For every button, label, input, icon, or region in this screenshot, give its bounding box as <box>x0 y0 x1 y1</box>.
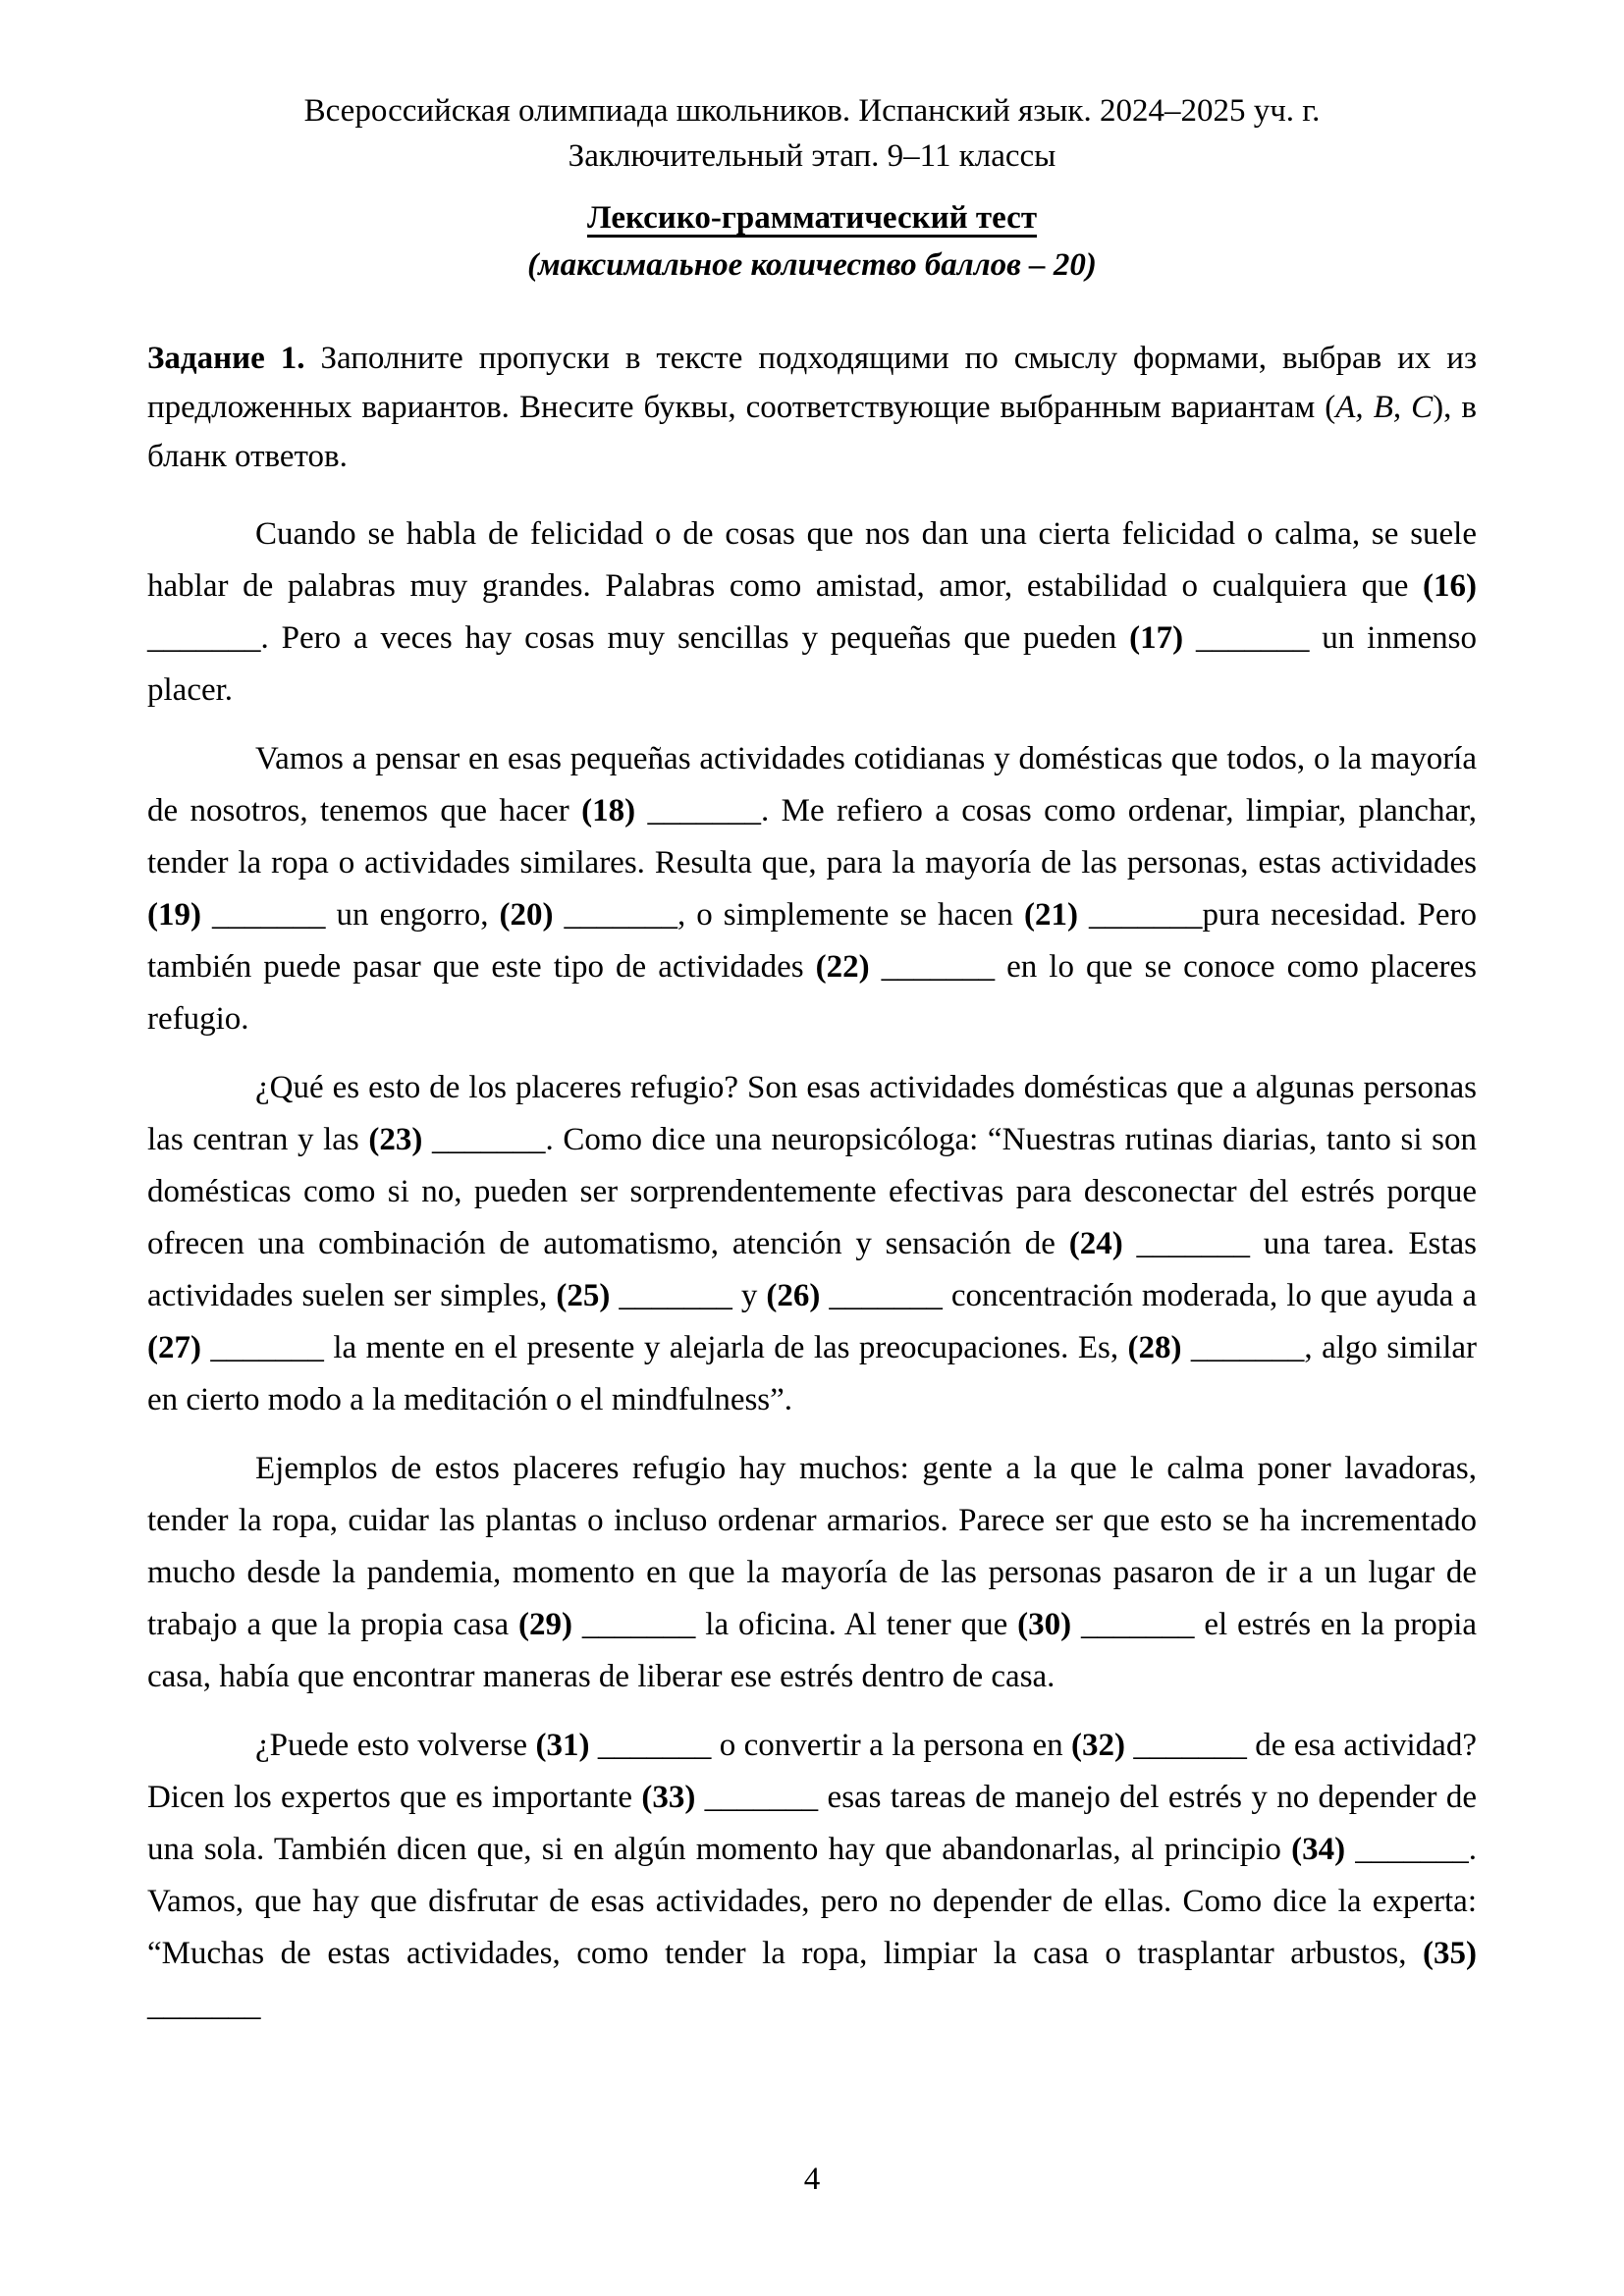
passage-text <box>147 508 1477 2032</box>
text-run: Vamos a pensar en esas pequeñas actividades cotidianas y domésticas que todos, o la mayoría de nosotros, tenemos que hacer <box>147 741 1477 828</box>
text-run: ), в бланк ответов. <box>147 390 1477 474</box>
text-run: _______ <box>147 1988 261 2023</box>
gap-number: (35) <box>1423 1936 1477 1971</box>
page-header <box>147 88 1477 179</box>
text-run: _______ o convertir a la persona en <box>589 1728 1071 1763</box>
text-run: _______ un engorro, <box>200 897 500 933</box>
gap-number: (24) <box>1068 1226 1123 1261</box>
gap-number: (33) <box>641 1780 696 1815</box>
text-run: ¿Qué es esto de los placeres refugio? Son esas actividades domésticas que a algunas personas las centran y las <box>147 1070 1477 1157</box>
gap-number: (17) <box>1129 620 1184 656</box>
test-title: Лексико-грамматический тест <box>586 200 1038 236</box>
gap-number: (21) <box>1023 897 1078 933</box>
text-run: _______. Vamos, que hay que disfrutar de esas actividades, pero no depender de ellas. Como dice la experta: “Muchas de estas actividades, como tender la ropa, limpiar la casa o trasplantar arbustos, <box>147 1832 1477 1971</box>
text-run: _______ el estrés en la propia casa, había que encontrar maneras de liberar ese estrés dentro de casa. <box>147 1607 1478 1694</box>
text-run: _______. Me refiero a cosas como ordenar, limpiar, planchar, tender la ropa o actividades similares. Resulta que, para la mayoría de las personas, estas actividades <box>147 793 1478 881</box>
text-run: _______ la oficina. Al tener que <box>572 1607 1018 1642</box>
gap-number: (34) <box>1291 1832 1346 1867</box>
text-run: Заполните пропуски в тексте подходящими по смыслу формами, выбрав их из предложенных вариантов. Внесите буквы, соответствующие выбранным вариантам ( <box>147 341 1477 425</box>
gap-number: (31) <box>535 1728 590 1763</box>
text-run: _______ de esa actividad? Dicen los expertos que es importante <box>147 1728 1477 1815</box>
text-run: _______. Como dice una neuropsicóloga: “Nuestras rutinas diarias, tanto si son domésticas como si no, pueden ser sorprendentemente efectivas para desconectar del estrés porque ofrecen una combinación de automatismo, atención y sensación de <box>147 1122 1478 1261</box>
text-run: _______ y <box>610 1278 767 1313</box>
gap-number: (29) <box>518 1607 573 1642</box>
text-run: _______ una tarea. Estas actividades suelen ser simples, <box>147 1226 1477 1313</box>
gap-number: (22) <box>815 949 870 985</box>
gap-number: Задание 1. <box>147 341 305 376</box>
passage-paragraph-1 <box>147 508 1477 717</box>
text-run: _______, o simplemente se hacen <box>553 897 1024 933</box>
text-run: _______, algo similar en cierto modo a la meditación o el mindfulness”. <box>147 1330 1477 1417</box>
gap-number: (28) <box>1127 1330 1182 1365</box>
text-run: ¿Puede esto volverse <box>255 1728 536 1763</box>
text-run: _______ la mente en el presente y alejarla de las preocupaciones. Es, <box>200 1330 1128 1365</box>
gap-number: (16) <box>1423 568 1477 604</box>
passage-paragraph-5 <box>147 1720 1477 2032</box>
text-run: _______. Pero a veces hay cosas muy sencillas y pequeñas que pueden <box>147 620 1130 656</box>
text-run: Ejemplos de estos placeres refugio hay muchos: gente a la que le calma poner lavadoras, tender la ropa, cuidar las plantas o incluso ordenar armarios. Parece ser que esto se ha incrementado mucho desde la pandemia, momento en que la mayoría de las personas pasaron de ir a un lugar de trabajo a que la propia casa <box>147 1451 1477 1642</box>
gap-number: (20) <box>499 897 554 933</box>
gap-number: (30) <box>1017 1607 1072 1642</box>
text-run: _______ en lo que se conoce como placeres refugio. <box>147 949 1477 1037</box>
gap-number: (18) <box>581 793 636 828</box>
gap-number: (23) <box>368 1122 423 1157</box>
test-subtitle: (максимальное количество баллов – 20) <box>527 247 1097 283</box>
passage-paragraph-2 <box>147 733 1477 1045</box>
text-run: А, В, С <box>1335 390 1434 425</box>
gap-number: (27) <box>147 1330 201 1365</box>
passage-paragraph-4 <box>147 1443 1477 1703</box>
gap-number: (26) <box>766 1278 821 1313</box>
page-number: 4 <box>803 2162 821 2197</box>
gap-number: (32) <box>1071 1728 1125 1763</box>
text-run: Cuando se habla de felicidad o de cosas que nos dan una cierta felicidad o calma, se suele hablar de palabras muy grandes. Palabras como amistad, amor, estabilidad o cualquiera que <box>147 516 1477 604</box>
title-block <box>147 194 1477 289</box>
header-line-1: Всероссийская олимпиада школьников. Испанский язык. 2024–2025 уч. г. <box>303 93 1321 129</box>
test-title-line <box>147 194 1477 241</box>
text-run: _______pura necesidad. Pero también puede pasar que este tipo de actividades <box>147 897 1477 985</box>
header-line-2: Заключительный этап. 9–11 классы <box>568 138 1056 174</box>
task-instruction <box>147 334 1477 481</box>
text-run: _______ concentración moderada, lo que ayuda a <box>820 1278 1478 1313</box>
passage-paragraph-3 <box>147 1062 1477 1426</box>
gap-number: (25) <box>556 1278 611 1313</box>
text-run: _______ esas tareas de manejo del estrés y no depender de una sola. También dicen que, si en algún momento hay que abandonarlas, al principio <box>147 1780 1477 1867</box>
text-run: _______ un inmenso placer. <box>147 620 1477 708</box>
gap-number: (19) <box>147 897 201 933</box>
